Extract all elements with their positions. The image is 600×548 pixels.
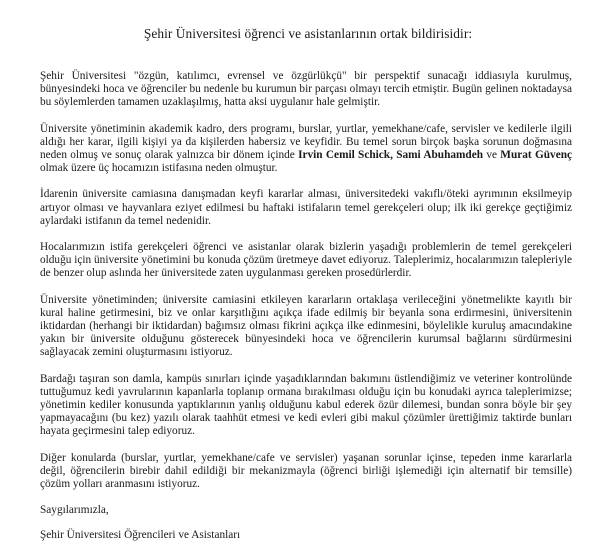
faculty-names: Irvin Cemil Schick, Sami Abuhamdeh bbox=[298, 149, 484, 162]
paragraph-intro: Şehir Üniversitesi "özgün, katılımcı, evrensel ve özgürlükçü" bir perspektif sunacağı iddiasıyla kurulmuş, bünyesindeki hoca ve öğrenciler bu nedenle bu kurumun bir parçası olmayı tercih etmiştir. Bugün gelinen noktadaysa bu söylemlerden tamamen uzaklaşılmış, hatta aksi uygulanır hale gelmiştir. bbox=[40, 70, 572, 109]
paragraph-cats: Bardağı taşıran son damla, kampüs sınırları içinde yaşadıklarından bakımını üstlendiğimiz ve veteriner kontrolünde tuttuğumuz kedi yavrularının kapanlarla toplanıp ormana bırakılması olduğu için bu konudaki ayrıca taleplerimizse; yönetimin kediler konusunda yaptıklarının yanlış olduğunu kabul ederek özür dilemesi, bundan sonra böyle bir şey yapmayacağını (bu kez) yazılı olarak taahhüt etmesi ve kedi evleri gibi makul çözümler ürettiğimiz taktirde bunları hayata geçirmesini talep ediyoruz. bbox=[40, 372, 572, 438]
paragraph-resignations bbox=[40, 123, 572, 176]
paragraph-demands: Üniversite yönetiminden; üniversite camiasini etkileyen kararların ortaklaşa verileceğini yönetmelikte kayıtlı bir kural haline getirmesini, biz ve onlar karşıtlığını açıkça ifade edilmiş bir beyanla sona erdirmesini, üniversitenin iktidardan (herhangi bir iktidardan) bağımsız olması fikrini açıkça ilke edinmesini, böylelikle kuruluş amacındakine yakın bir üniversite olduğunu gösterecek bünyesindeki hoca ve öğrencilerin kurumsal bağlarını sürdürmesini sağlayacak zemini oluşturmasını istiyoruz. bbox=[40, 293, 572, 359]
paragraph-other-issues: Diğer konularda (burslar, yurtlar, yemekhane/cafe ve servisler) yaşanan sorunlar içinse, tepeden inme kararlarla değil, öğrencilerin birebir dahil edildiği bir mekanizmayla (öğrenci birliği işlemediği için alternatif bir temsille) çözüm yolları aranmasını istiyoruz. bbox=[40, 451, 572, 491]
paragraph-resignations-text-a: Üniversite yönetiminin akademik kadro, ders programı, burslar, yurtlar, yemekhane/cafe, servisler ve kedilerle ilgili aldığı her karar, ilgili kişiyi ya da kişilerden habersiz ve keyfidir. Bu temel sorun birçok başka sorunun doğmasına neden olmuş ve sonuç olarak yalnızca bir dönem içinde bbox=[40, 122, 572, 162]
paragraph-resignations-and: ve bbox=[483, 149, 501, 162]
closing-salutation: Saygılarımızla, bbox=[40, 504, 109, 517]
paragraph-invitation: Hocalarımızın istifa gerekçeleri öğrenci ve asistanlar olarak bizlerin yaşadığı problemlerin de temel gerekçeleri olduğu için üniversite yönetimini bu konuda çözüm üretmeye davet ediyoruz. Taleplerimiz, hocalarımızın talepleriyle de benzer olup aslında her üniversitede zaten uygulanması gereken prosedürlerdir. bbox=[40, 241, 572, 280]
paragraph-reasons: İdarenin üniversite camiasına danışmadan keyfi kararlar alması, üniversitedeki vakıflı/öteki ayrımının eksilmeyip artıyor olması ve hayvanlara eziyet edilmesi bu haftaki istifaların temel gerekçeleri olup; ilk iki gerekçe geçtiğimiz aylardaki istifanın da temel nedenidir. bbox=[40, 188, 572, 227]
signature: Şehir Üniversitesi Öğrencileri ve Asistanları bbox=[40, 529, 241, 542]
faculty-name-third: Murat Güvenç bbox=[500, 149, 572, 162]
document-title: Şehir Üniversitesi öğrenci ve asistanlarının ortak bildirisidir: bbox=[143, 26, 473, 41]
paragraph-resignations-text-b: olmak üzere üç hocamızın istifasına neden olmuştur. bbox=[40, 162, 278, 175]
